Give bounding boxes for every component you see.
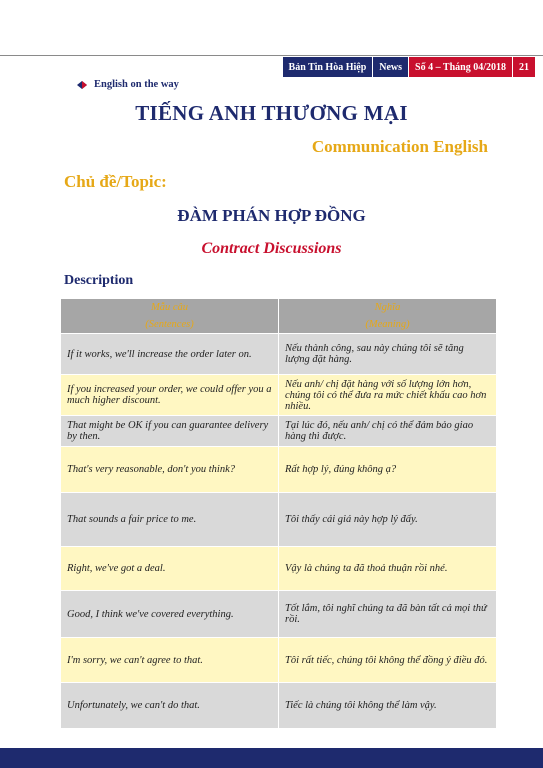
meaning-cell: Nếu anh/ chị đặt hàng với số lượng lớn hơn, chúng tôi có thể đưa ra mức chiết khấu cao hơn nhiều. bbox=[279, 375, 497, 416]
meaning-cell: Tôi thấy cái giá này hợp lý đấy. bbox=[279, 493, 497, 547]
sentence-cell: Good, I think we've covered everything. bbox=[61, 591, 279, 638]
sentence-cell: That sounds a fair price to me. bbox=[61, 493, 279, 547]
header-sentences-vn: Mẫu câu bbox=[150, 302, 189, 313]
table-row bbox=[61, 547, 497, 591]
header-sentences bbox=[61, 299, 279, 334]
table-row bbox=[61, 375, 497, 416]
header-sentences-en: (Sentences) bbox=[145, 319, 194, 330]
meaning-cell: Tôi rất tiếc, chúng tôi không thể đồng ý điều đó. bbox=[279, 638, 497, 683]
table-row bbox=[61, 493, 497, 547]
sentence-cell: Right, we've got a deal. bbox=[61, 547, 279, 591]
meaning-cell: Rất hợp lý, đúng không ạ? bbox=[279, 447, 497, 493]
header-meaning bbox=[279, 299, 497, 334]
sentence-cell: That might be OK if you can guarantee delivery by then. bbox=[61, 416, 279, 447]
meaning-cell: Tiếc là chúng tôi không thể làm vậy. bbox=[279, 683, 497, 729]
footer-bar bbox=[0, 748, 543, 768]
table-row bbox=[61, 334, 497, 375]
topic-english: Contract Discussions bbox=[201, 240, 342, 257]
meaning-cell: Tốt lắm, tôi nghĩ chúng ta đã bàn tất cả mọi thứ rồi. bbox=[279, 591, 497, 638]
issue-label: Số 4 – Tháng 04/2018 bbox=[408, 57, 512, 77]
description-label: Description bbox=[64, 273, 134, 288]
publication-name: Bản Tin Hòa Hiệp bbox=[283, 57, 373, 77]
sentence-cell: If you increased your order, we could offer you a much higher discount. bbox=[61, 375, 279, 416]
phrases-table bbox=[60, 298, 497, 729]
sentence-cell: Unfortunately, we can't do that. bbox=[61, 683, 279, 729]
meaning-cell: Tại lúc đó, nếu anh/ chị có thể đảm bảo giao hàng thì được. bbox=[279, 416, 497, 447]
topic-vietnamese: ĐÀM PHÁN HỢP ĐỒNG bbox=[177, 206, 366, 225]
section-label bbox=[76, 79, 179, 90]
table-header-row bbox=[61, 299, 497, 334]
sentence-cell: If it works, we'll increase the order later on. bbox=[61, 334, 279, 375]
table-row bbox=[61, 447, 497, 493]
header-meaning-en: (Meaning) bbox=[365, 319, 410, 330]
table-row bbox=[61, 416, 497, 447]
subtitle: Communication English bbox=[311, 137, 488, 156]
topic-label: Chủ đề/Topic: bbox=[64, 172, 167, 191]
news-label: News bbox=[372, 57, 408, 77]
sentence-cell: I'm sorry, we can't agree to that. bbox=[61, 638, 279, 683]
page-title: TIẾNG ANH THƯƠNG MẠI bbox=[135, 101, 408, 125]
meaning-cell: Vậy là chúng ta đã thoả thuận rồi nhé. bbox=[279, 547, 497, 591]
header-meaning-vn: Nghĩa bbox=[374, 302, 401, 313]
table-row bbox=[61, 683, 497, 729]
top-rule bbox=[0, 55, 543, 56]
sentence-cell: That's very reasonable, don't you think? bbox=[61, 447, 279, 493]
table-row bbox=[61, 638, 497, 683]
bullet-icon bbox=[76, 80, 88, 90]
page-number: 21 bbox=[512, 57, 535, 77]
section-label-text: English on the way bbox=[94, 79, 179, 90]
table-row bbox=[61, 591, 497, 638]
meaning-cell: Nếu thành công, sau này chúng tôi sẽ tăng lượng đặt hàng. bbox=[279, 334, 497, 375]
header-bar bbox=[283, 57, 535, 77]
